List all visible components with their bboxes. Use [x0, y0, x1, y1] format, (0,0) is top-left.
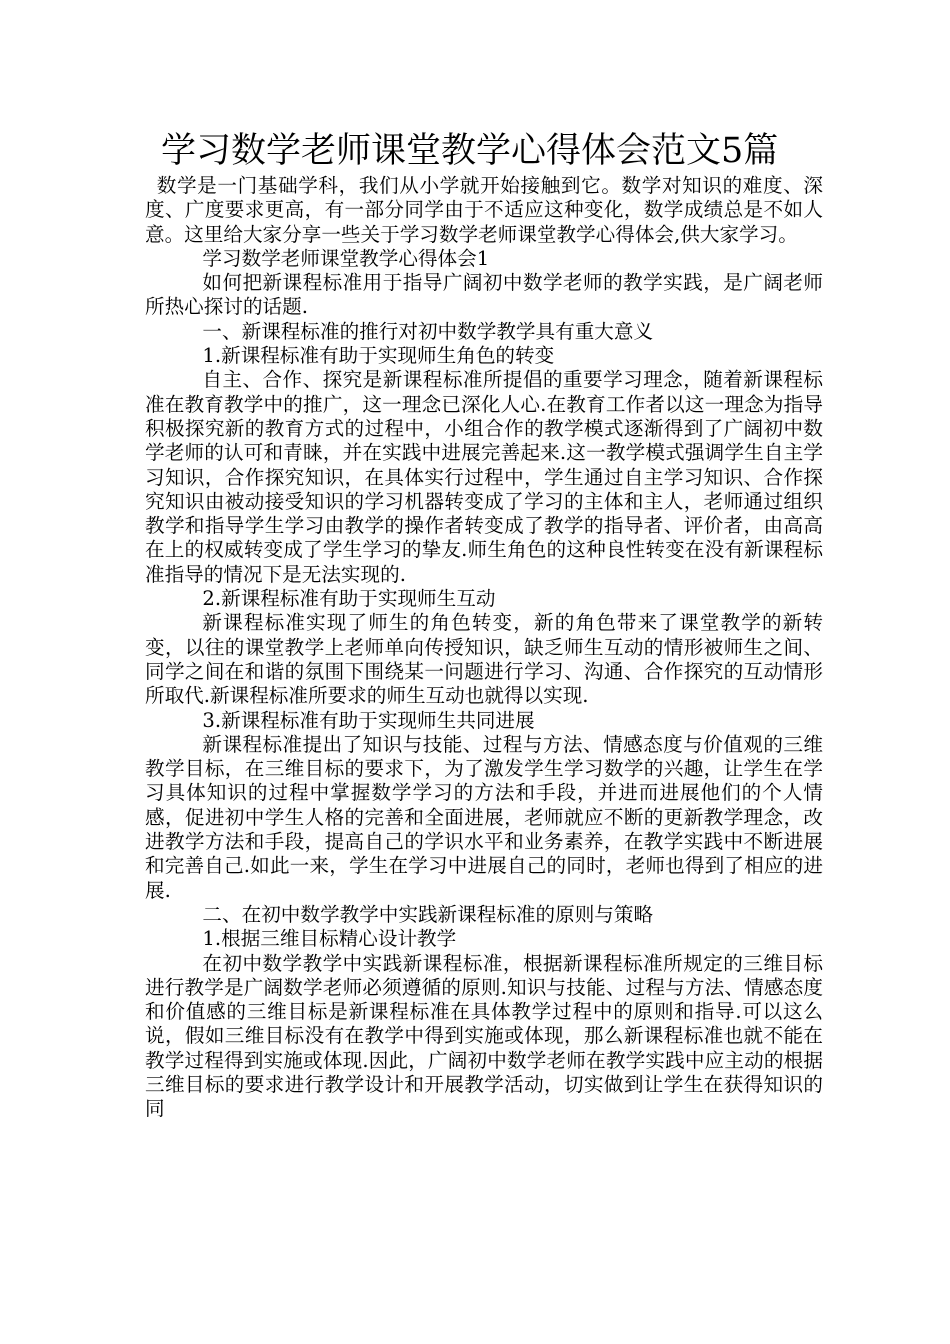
document-title: 学习数学老师课堂教学心得体会范文5篇: [161, 131, 779, 171]
section-heading: 一、新课程标准的推行对初中数学教学具有重大意义: [202, 319, 654, 343]
subsection-heading: 1.根据三维目标精心设计教学: [202, 927, 457, 951]
subsection-heading: 1.新课程标准有助于实现师生角色的转变: [202, 344, 555, 368]
section-heading: 二、在初中数学教学中实践新课程标准的原则与策略: [202, 902, 654, 926]
intro-paragraph: 数学是一门基础学科，我们从小学就开始接触到它。数学对知识的难度、深度、广度要求更高，有一部分同学由于不适应这种变化，数学成绩总是不如人意。这里给大家分享一些关于学习数学老师课堂教学心得体会,供大家学习。: [145, 174, 823, 246]
body-paragraph: 如何把新课程标准用于指导广阔初中数学老师的教学实践，是广阔老师所热心探讨的话题.: [145, 271, 823, 319]
body-paragraph: 新课程标准实现了师生的角色转变，新的角色带来了课堂教学的新转变，以往的课堂教学上老师单向传授知识，缺乏师生互动的情形被师生之间、同学之间在和谐的氛围下围绕某一问题进行学习、沟通、合作探究的互动情形所取代.新课程标准所要求的师生互动也就得以实现.: [145, 611, 823, 708]
essay-heading: 学习数学老师课堂教学心得体会1: [202, 246, 490, 270]
body-paragraph: 新课程标准提出了知识与技能、过程与方法、情感态度与价值观的三维教学目标，在三维目标的要求下，为了激发学生学习数学的兴趣，让学生在学习具体知识的过程中掌握数学学习的方法和手段，并进而进展他们的个人情感，促进初中学生人格的完善和全面进展，老师就应不断的更新教学理念，改进教学方法和手段，提高自己的学识水平和业务素养，在教学实践中不断进展和完善自己.如此一来，学生在学习中进展自己的同时，老师也得到了相应的进展.: [145, 732, 823, 902]
document-page: [145, 128, 823, 1122]
subsection-heading: 3.新课程标准有助于实现师生共同进展: [202, 708, 535, 732]
body-paragraph: 自主、合作、探究是新课程标准所提倡的重要学习理念，随着新课程标准在教育教学中的推广，这一理念已深化人心.在教育工作者以这一理念为指导积极探究新的教育方式的过程中，小组合作的教学模式逐渐得到了广阔初中数学老师的认可和青睐，并在实践中进展完善起来.这一教学模式强调学生自主学习知识，合作探究知识，在具体实行过程中，学生通过自主学习知识、合作探究知识由被动接受知识的学习机器转变成了学习的主体和主人，老师通过组织教学和指导学生学习由教学的操作者转变成了教学的指导者、评价者，由高高在上的权威转变成了学生学习的挚友.师生角色的这种良性转变在没有新课程标准指导的情况下是无法实现的.: [145, 368, 823, 586]
body-paragraph: 在初中数学教学中实践新课程标准，根据新课程标准所规定的三维目标进行教学是广阔数学老师必须遵循的原则.知识与技能、过程与方法、情感态度和价值感的三维目标是新课程标准在具体教学过程中的原则和指导.可以这么说，假如三维目标没有在教学中得到实施或体现，那么新课程标准也就不能在教学过程得到实施或体现.因此，广阔初中数学老师在教学实践中应主动的根据三维目标的要求进行教学设计和开展教学活动，切实做到让学生在获得知识的同: [145, 951, 823, 1121]
subsection-heading: 2.新课程标准有助于实现师生互动: [202, 587, 496, 611]
